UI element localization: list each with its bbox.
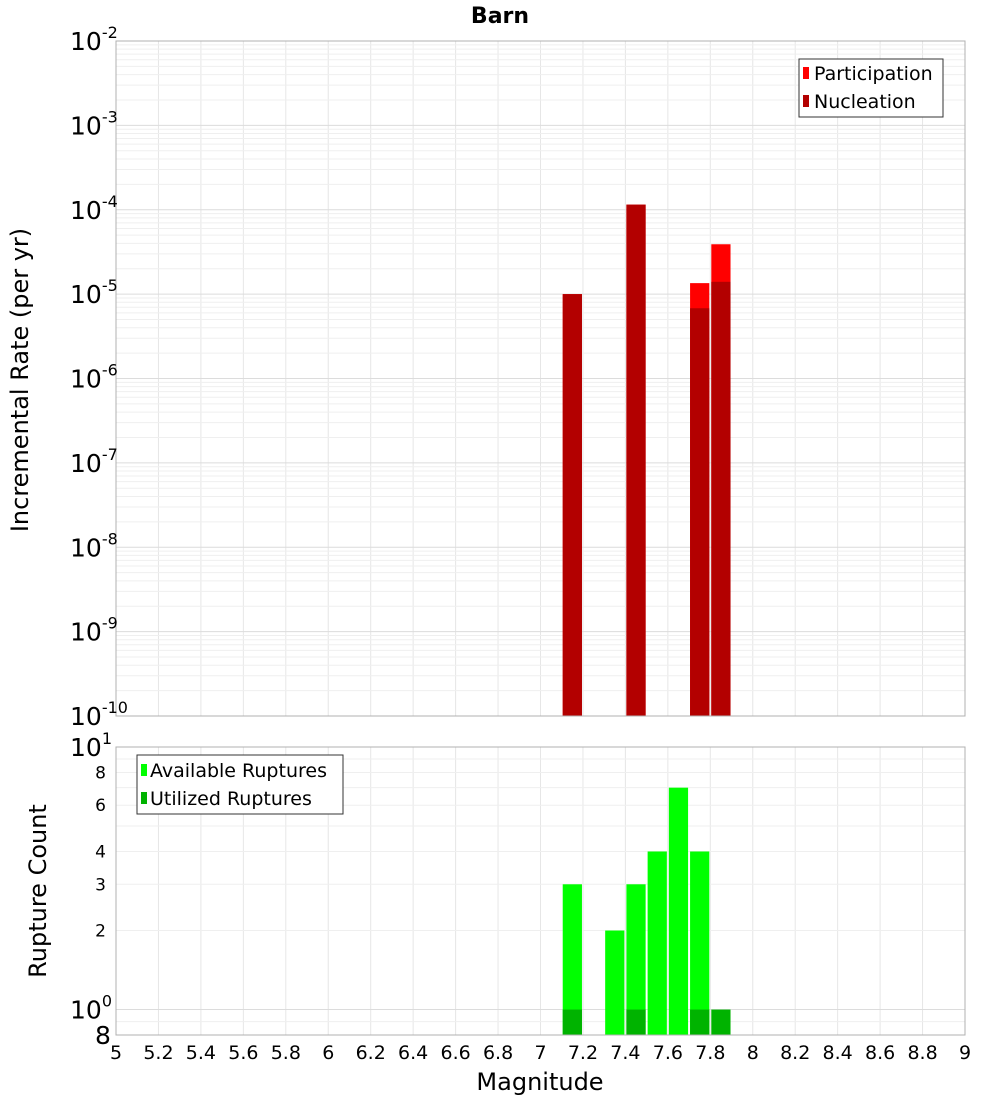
y-tick-label-minor: 8 xyxy=(95,763,106,784)
y-tick-label-minor: 2 xyxy=(95,921,106,942)
bar-nucleation xyxy=(626,205,645,716)
x-tick-label: 8.6 xyxy=(864,1042,896,1064)
bar-available xyxy=(648,851,667,1035)
y-tick-label: $10^{-9}$ xyxy=(70,613,118,647)
count-plot-y-ticks xyxy=(70,729,112,1050)
rate-plot-grid xyxy=(116,41,965,716)
x-tick-label: 5.2 xyxy=(143,1042,174,1064)
x-tick-label: 8.2 xyxy=(780,1042,811,1064)
y-tick-label-minor: 4 xyxy=(95,842,106,863)
y-tick-label-minor: 6 xyxy=(95,796,106,817)
x-tick-label: 6.8 xyxy=(482,1042,514,1064)
count-plot-legend xyxy=(137,755,343,814)
count-plot-bars xyxy=(563,788,731,1035)
rate-plot-legend xyxy=(799,59,943,117)
x-tick-label: 5.6 xyxy=(228,1042,259,1064)
y-tick-label-minor: 3 xyxy=(95,875,106,896)
y-tick-label: $10^{-6}$ xyxy=(70,360,118,394)
count-plot-y-axis-label: Rupture Count xyxy=(24,804,52,978)
x-tick-label: 7.4 xyxy=(610,1042,641,1064)
rate-plot-panel xyxy=(6,23,965,731)
legend-label-participation: Participation xyxy=(814,63,933,85)
x-tick-label: 6.4 xyxy=(398,1042,429,1064)
x-axis-ticks xyxy=(110,1042,971,1064)
count-plot-panel xyxy=(24,729,971,1096)
legend-swatch-available xyxy=(141,764,147,776)
x-tick-label: 7.6 xyxy=(652,1042,683,1064)
x-tick-label: 8.8 xyxy=(907,1042,938,1064)
bar-available xyxy=(669,788,688,1035)
x-tick-label: 6.2 xyxy=(355,1042,386,1064)
y-tick-label: $10^{-10}$ xyxy=(70,698,128,731)
x-tick-label: 7 xyxy=(534,1042,547,1064)
y-tick-label: $10^{-2}$ xyxy=(70,23,118,56)
legend-swatch-participation xyxy=(803,67,809,79)
x-tick-label: 6 xyxy=(322,1042,335,1064)
y-tick-label: $10^0$ xyxy=(70,991,112,1025)
y-tick-label: $10^{-8}$ xyxy=(70,529,118,563)
x-tick-label: 9 xyxy=(958,1042,972,1064)
x-tick-label: 7.8 xyxy=(695,1042,726,1064)
legend-swatch-nucleation xyxy=(803,95,809,107)
bar-utilized xyxy=(563,1010,582,1035)
x-tick-label: 7.2 xyxy=(567,1042,599,1064)
bar-nucleation xyxy=(563,294,582,716)
y-tick-label: $10^{-7}$ xyxy=(70,444,118,478)
rate-plot-bars xyxy=(563,205,731,716)
legend-label-nucleation: Nucleation xyxy=(814,91,916,113)
bar-utilized xyxy=(711,1010,730,1035)
y-tick-label: $10^{-4}$ xyxy=(70,191,118,225)
x-tick-label: 8 xyxy=(746,1042,759,1064)
x-tick-label: 5.8 xyxy=(270,1042,301,1064)
bar-utilized xyxy=(626,1010,645,1035)
x-tick-label: 8.4 xyxy=(822,1042,853,1064)
y-tick-label: $10^{-5}$ xyxy=(70,276,118,310)
y-tick-label: $10^1$ xyxy=(70,729,112,762)
legend-swatch-utilized xyxy=(141,792,147,804)
x-axis-label: Magnitude xyxy=(476,1068,604,1096)
bar-nucleation xyxy=(690,308,709,716)
x-tick-label: 5 xyxy=(109,1042,123,1064)
legend-label-utilized: Utilized Ruptures xyxy=(150,788,312,810)
rate-plot-y-axis-label: Incremental Rate (per yr) xyxy=(6,227,34,533)
bar-utilized xyxy=(690,1010,709,1035)
legend-label-available: Available Ruptures xyxy=(150,760,327,782)
chart-title: Barn xyxy=(470,4,530,29)
bar-nucleation xyxy=(711,282,730,716)
bar-available xyxy=(690,851,709,1035)
x-tick-label: 5.4 xyxy=(185,1042,217,1064)
y-tick-label: 8 xyxy=(95,1021,111,1050)
x-tick-label: 6.6 xyxy=(440,1042,471,1064)
y-tick-label: $10^{-3}$ xyxy=(70,107,118,141)
bar-available xyxy=(605,931,624,1035)
